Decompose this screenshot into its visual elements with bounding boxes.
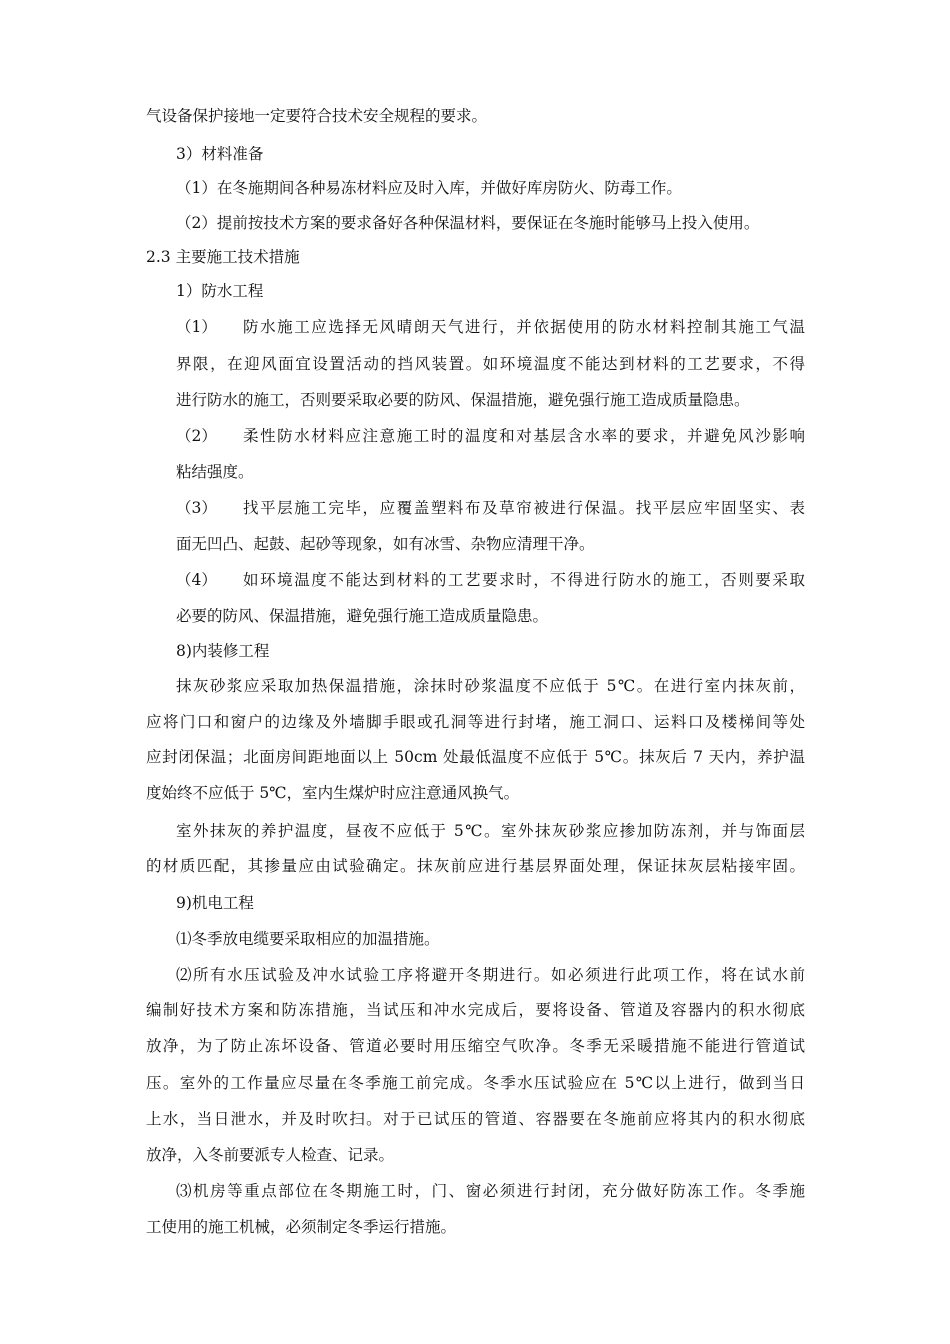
text-line: 放净，为了防止冻坏设备、管道必要时用压缩空气吹净。冬季无采暖措施不能进行管道试 <box>146 1037 805 1055</box>
text-line: 的材质匹配，其掺量应由试验确定。抹灰前应进行基层界面处理，保证抹灰层粘接牢固。 <box>146 857 805 875</box>
item-number: （1） <box>176 318 217 336</box>
text-line: 应封闭保温；北面房间距地面以上 50cm 处最低温度不应低于 5℃。抹灰后 7 天内，养护温 <box>146 748 805 766</box>
text-line: 编制好技术方案和防冻措施，当试压和冲水完成后，要将设备、管道及容器内的积水彻底 <box>146 1001 805 1019</box>
text-line: 放净，入冬前要派专人检查、记录。 <box>146 1146 395 1164</box>
text-line: 粘结强度。 <box>176 463 254 481</box>
text-line: 必要的防风、保温措施，避免强行施工造成质量隐患。 <box>176 607 549 625</box>
list-item: ⑴冬季放电缆要采取相应的加温措施。 <box>176 930 440 948</box>
text-line: 如环境温度不能达到材料的工艺要求时，不得进行防水的施工，否则要采取 <box>243 571 805 589</box>
text-line: ⑵所有水压试验及冲水试验工序将避开冬期进行。如必须进行此项工作，将在试水前 <box>176 966 805 984</box>
text-line: 度始终不应低于 5℃，室内生煤炉时应注意通风换气。 <box>146 784 520 802</box>
text-line: 抹灰砂浆应采取加热保温措施，涂抹时砂浆温度不应低于 5℃。在进行室内抹灰前， <box>176 677 805 695</box>
text-line: 界限，在迎风面宜设置活动的挡风装置。如环境温度不能达到材料的工艺要求，不得 <box>176 355 805 373</box>
subsection-heading: 1）防水工程 <box>176 282 264 300</box>
text-line: 柔性防水材料应注意施工时的温度和对基层含水率的要求，并避免风沙影响 <box>243 427 805 445</box>
item-number: （2） <box>176 427 217 445</box>
text-line: ⑶机房等重点部位在冬期施工时，门、窗必须进行封闭，充分做好防冻工作。冬季施 <box>176 1182 805 1200</box>
list-item: （1）在冬施期间各种易冻材料应及时入库，并做好库房防火、防毒工作。 <box>176 179 682 197</box>
text-line: 工使用的施工机械，必须制定冬季运行措施。 <box>146 1218 457 1236</box>
text-line: 上水，当日泄水，并及时吹扫。对于已试压的管道、容器要在冬施前应将其内的积水彻底 <box>146 1110 805 1128</box>
item-number: （4） <box>176 571 217 589</box>
text-line: 应将门口和窗户的边缘及外墙脚手眼或孔洞等进行封堵，施工洞口、运料口及楼梯间等处 <box>146 713 805 731</box>
item-number: （3） <box>176 499 217 517</box>
text-line: 进行防水的施工，否则要采取必要的防风、保温措施，避免强行施工造成质量隐患。 <box>176 391 750 409</box>
text-line: 气设备保护接地一定要符合技术安全规程的要求。 <box>146 107 488 125</box>
list-item: （2）提前按技术方案的要求备好各种保温材料，要保证在冬施时能够马上投入使用。 <box>176 214 760 232</box>
text-line: 面无凹凸、起鼓、起砂等现象，如有冰雪、杂物应清理干净。 <box>176 535 595 553</box>
text-line: 室外抹灰的养护温度，昼夜不应低于 5℃。室外抹灰砂浆应掺加防冻剂，并与饰面层 <box>176 822 805 840</box>
section-heading: 2.3 主要施工技术措施 <box>146 248 300 266</box>
text-line: 压。室外的工作量应尽量在冬季施工前完成。冬季水压试验应在 5℃以上进行，做到当日 <box>146 1074 805 1092</box>
text-line: 找平层施工完毕，应覆盖塑料布及草帘被进行保温。找平层应牢固坚实、表 <box>243 499 805 517</box>
subsection-heading: 8)内装修工程 <box>176 642 270 660</box>
subsection-heading: 9)机电工程 <box>176 894 254 912</box>
section-heading: 3）材料准备 <box>176 145 264 163</box>
text-line: 防水施工应选择无风晴朗天气进行，并依据使用的防水材料控制其施工气温 <box>243 318 805 336</box>
